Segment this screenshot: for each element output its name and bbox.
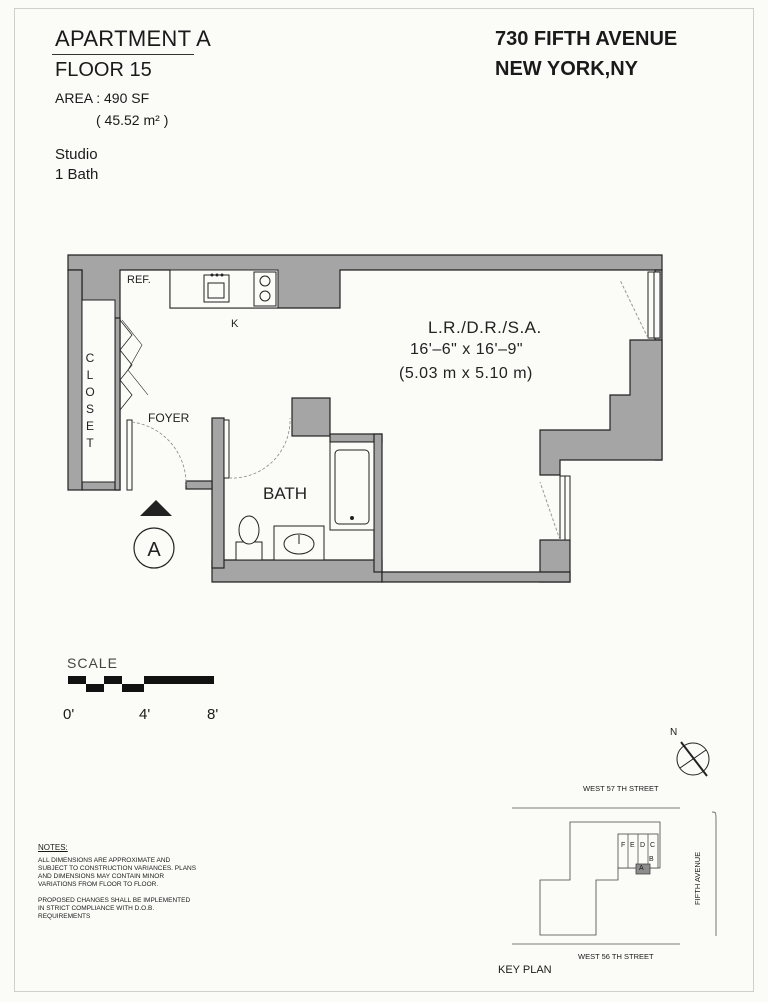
entry-door — [127, 420, 132, 490]
closet-letter: T — [86, 436, 94, 450]
key-plan-unit-c: C — [650, 842, 656, 849]
notes-paragraph-1: ALL DIMENSIONS ARE APPROXIMATE AND SUBJECT TO CONSTRUCTION VARIANCES. PLANS AND DIMENSIONS MAY CONTAIN MINOR VARIATIONS FROM FLOOR TO FLOOR. — [38, 857, 197, 888]
closet-label — [83, 350, 97, 452]
street-north-label: WEST 57 TH STREET — [583, 784, 659, 793]
window-lower — [540, 476, 570, 540]
scale-tick-4: 4' — [139, 706, 151, 723]
closet-letter: E — [85, 419, 94, 433]
key-plan-label: KEY PLAN — [498, 964, 552, 976]
key-plan-unit-e: E — [630, 842, 635, 849]
notes-body — [38, 857, 198, 929]
vanity-sink-icon — [274, 526, 324, 560]
north-label: N — [670, 727, 678, 738]
window-upper — [620, 272, 660, 338]
closet-letter: O — [85, 385, 95, 399]
bath-door — [224, 420, 229, 478]
living-room-label: L.R./D.R./S.A. — [428, 318, 542, 337]
north-arrow-icon — [677, 742, 709, 776]
key-plan-unit-f: F — [621, 842, 626, 849]
kitchen-label: K — [231, 318, 239, 330]
key-plan-unit-b: B — [649, 856, 654, 863]
address-line1: 730 FIFTH AVENUE — [495, 28, 678, 50]
scale-label: SCALE — [67, 655, 118, 671]
bath-count: 1 Bath — [55, 166, 99, 183]
avenue-label: FIFTH AVENUE — [693, 851, 702, 905]
closet-letter: C — [85, 351, 95, 365]
scale-bar — [68, 676, 214, 692]
refrigerator-label: REF. — [127, 274, 151, 286]
notes-paragraph-2: PROPOSED CHANGES SHALL BE IMPLEMENTED IN STRICT COMPLIANCE WITH D.O.B. REQUIREMENTS — [38, 897, 191, 920]
living-room-dim-imperial: 16'–6" x 16'–9" — [410, 341, 524, 358]
closet-bifold-door — [120, 320, 132, 410]
scale-tick-0: 0' — [63, 706, 75, 723]
key-plan-unit-a: A — [639, 865, 644, 872]
floor-label: FLOOR 15 — [55, 59, 152, 81]
notes-title: NOTES: — [38, 843, 68, 852]
entry-door-swing — [132, 422, 186, 485]
entry-marker-letter: A — [147, 539, 161, 561]
scale-tick-8: 8' — [207, 706, 219, 723]
key-plan-unit-d: D — [640, 842, 646, 849]
living-room-dim-metric: (5.03 m x 5.10 m) — [399, 365, 533, 382]
closet-letter: L — [86, 368, 94, 382]
key-plan — [512, 808, 716, 944]
foyer-label: FOYER — [148, 411, 190, 425]
closet-letter: S — [85, 402, 94, 416]
area-label: AREA : 490 SF — [55, 90, 150, 106]
unit-type: Studio — [55, 146, 98, 163]
bath-door-swing — [229, 418, 290, 478]
unit-title: APARTMENT A — [55, 26, 212, 51]
area-metric-label: ( 45.52 m² ) — [96, 112, 169, 128]
street-south-label: WEST 56 TH STREET — [578, 952, 654, 961]
bath-label: BATH — [263, 484, 308, 503]
bathtub-icon — [330, 442, 374, 530]
address-line2: NEW YORK,NY — [495, 58, 638, 80]
entry-arrow-icon — [140, 500, 172, 516]
toilet-icon — [236, 516, 262, 560]
